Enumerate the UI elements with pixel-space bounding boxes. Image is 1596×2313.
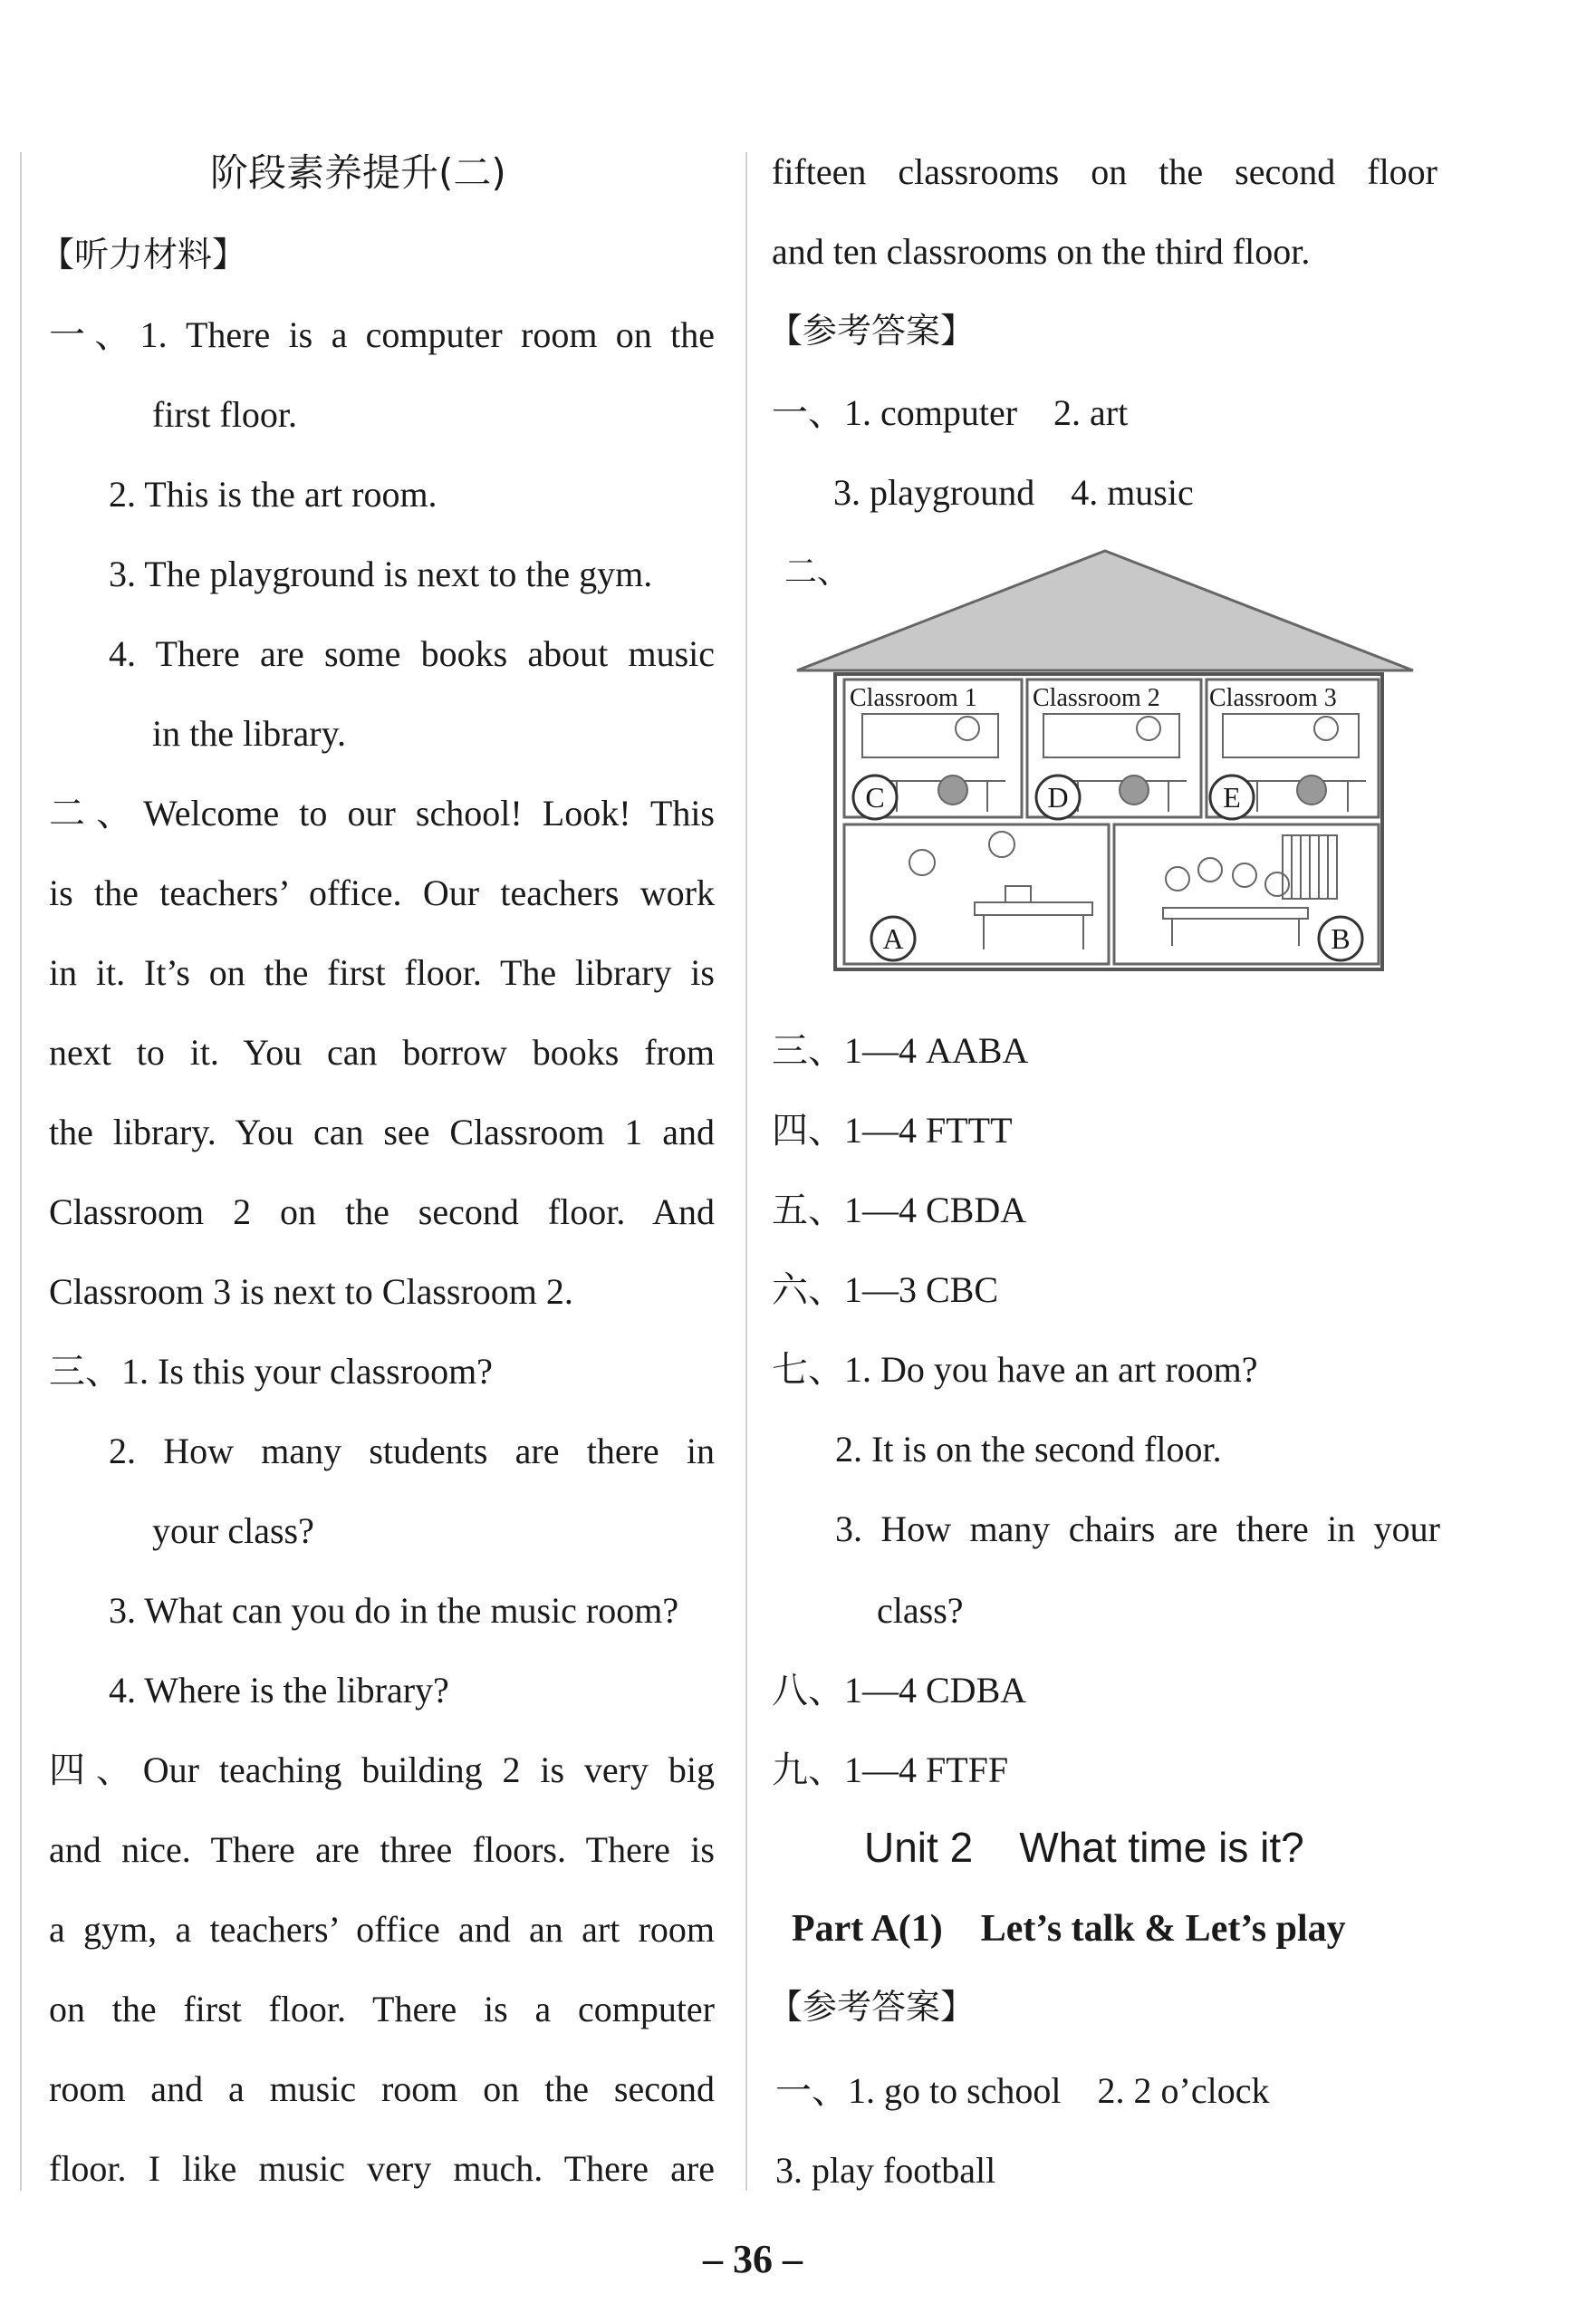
answer-7-line-3: 3. How many chairs are there in your (835, 1508, 1440, 1549)
right-line-1: fifteen classrooms on the second floor (772, 151, 1437, 192)
left-line-16: your class? (152, 1510, 314, 1551)
left-line-24: floor. I like music very much. There are (49, 2148, 715, 2189)
page-number: – 36 – (703, 2237, 803, 2281)
left-line-12: Classroom 2 on the second floor. And (49, 1191, 715, 1232)
answer-7-line-4: class? (877, 1590, 964, 1631)
svg-text:B: B (1331, 922, 1351, 955)
page-title: 阶段素养提升(二) (210, 150, 506, 195)
left-line-6: in the library. (152, 713, 347, 754)
answer-5: 五、1—4 CBDA (772, 1190, 1027, 1230)
svg-text:D: D (1047, 781, 1069, 814)
answer-7-line-1: 七、1. Do you have an art room? (772, 1349, 1258, 1390)
left-line-4: 3. The playground is next to the gym. (109, 554, 653, 594)
left-line-20: and nice. There are three floors. There is (49, 1829, 715, 1870)
answer-heading: 【参考答案】 (768, 311, 976, 351)
left-margin-line (20, 152, 22, 2191)
left-line-7: 二、Welcome to our school! Look! This (49, 793, 715, 834)
unit-title: Unit 2 What time is it? (864, 1824, 1304, 1871)
letter-e-marker (1210, 776, 1254, 819)
left-line-17: 3. What can you do in the music room? (109, 1590, 679, 1631)
left-line-1: 一、1. There is a computer room on the (49, 314, 715, 355)
letter-c-marker (853, 776, 897, 819)
roof (797, 551, 1413, 670)
left-line-5: 4. There are some books about music (109, 633, 715, 674)
section-2-label: 二、 (784, 554, 851, 591)
left-line-15: 2. How many students are there in (109, 1431, 715, 1471)
left-line-9: in it. It’s on the first floor. The library is (49, 952, 715, 993)
left-line-8: is the teachers’ office. Our teachers work (49, 872, 715, 913)
right-line-2: and ten classrooms on the third floor. (772, 231, 1311, 272)
left-line-11: the library. You can see Classroom 1 and (49, 1112, 715, 1152)
classroom-1-label: Classroom 1 (850, 684, 977, 712)
part-title: Part A(1) Let’s talk & Let’s play (792, 1908, 1346, 1950)
svg-text:C: C (865, 781, 885, 814)
answer-1-line-1: 一、1. computer 2. art (772, 392, 1129, 433)
school-building-diagram (788, 547, 1422, 973)
left-line-23: room and a music room on the second (49, 2068, 715, 2109)
left-line-3: 2. This is the art room. (109, 474, 437, 515)
left-line-14: 三、1. Is this your classroom? (49, 1351, 493, 1392)
answer-6: 六、1—3 CBC (772, 1269, 999, 1310)
answer-7-line-2: 2. It is on the second floor. (835, 1429, 1222, 1470)
left-line-21: a gym, a teachers’ office and an art room (49, 1909, 715, 1950)
answer-3: 三、1—4 AABA (772, 1030, 1029, 1071)
letter-b-marker (1319, 917, 1362, 960)
answer-4: 四、1—4 FTTT (772, 1110, 1013, 1151)
answer-1-line-2: 3. playground 4. music (833, 472, 1194, 513)
left-line-22: on the first floor. There is a computer (49, 1989, 715, 2029)
listening-heading: 【听力材料】 (40, 235, 247, 275)
svg-text:A: A (882, 922, 904, 955)
left-line-18: 4. Where is the library? (109, 1670, 449, 1711)
left-line-2: first floor. (152, 394, 297, 435)
left-line-10: next to it. You can borrow books from (49, 1032, 715, 1073)
left-line-19: 四、Our teaching building 2 is very big (49, 1749, 715, 1790)
column-divider (745, 152, 747, 2191)
svg-text:E: E (1223, 781, 1241, 814)
answer-heading-2: 【参考答案】 (768, 1987, 976, 2027)
answer-9: 九、1—4 FTFF (772, 1749, 1009, 1790)
unit2-answer-line-1: 一、1. go to school 2. 2 o’clock (775, 2070, 1270, 2111)
letter-a-marker (871, 917, 915, 960)
classroom-2-label: Classroom 2 (1033, 684, 1160, 712)
answer-8: 八、1—4 CDBA (772, 1670, 1027, 1711)
left-line-13: Classroom 3 is next to Classroom 2. (49, 1271, 573, 1312)
classroom-3-label: Classroom 3 (1209, 684, 1337, 712)
unit2-answer-line-2: 3. play football (775, 2150, 996, 2191)
letter-d-marker (1036, 776, 1080, 819)
